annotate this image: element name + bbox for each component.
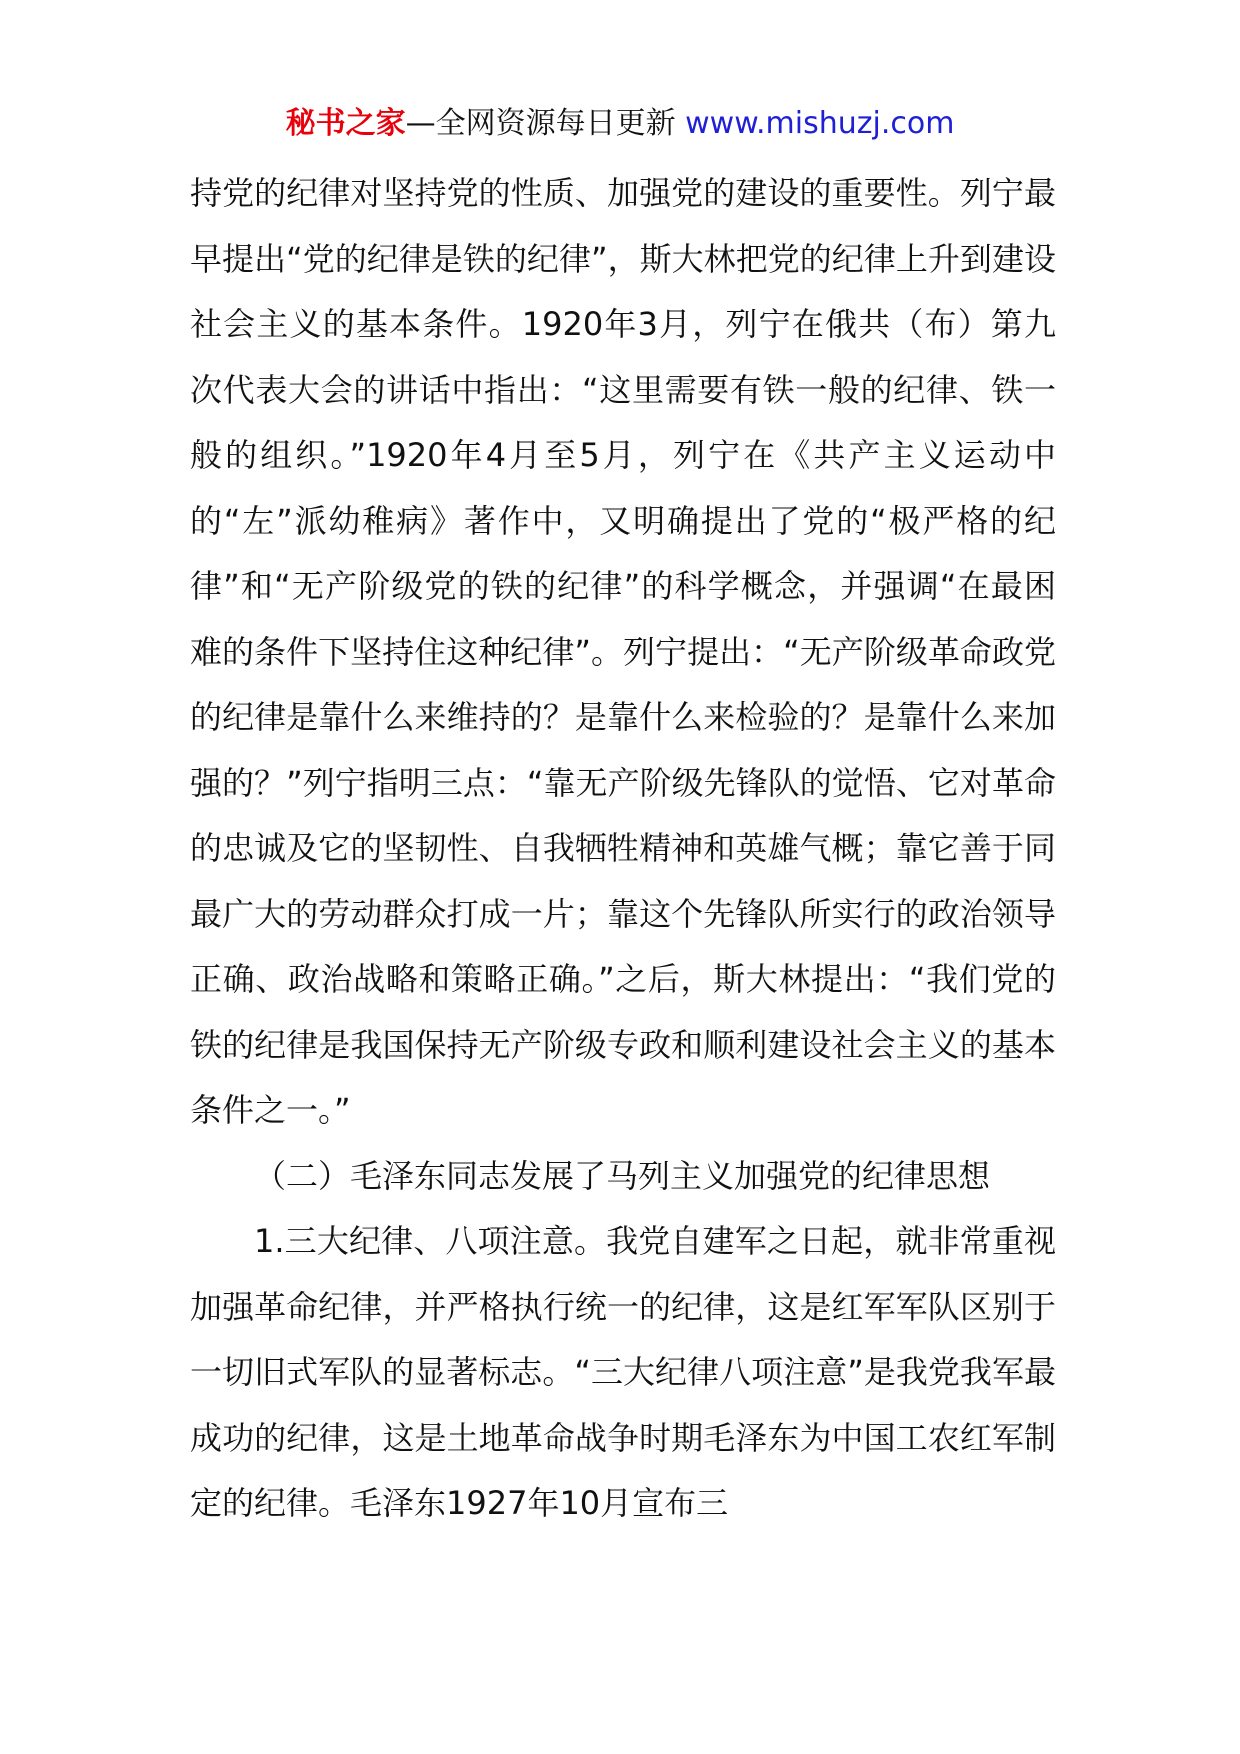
website-url[interactable]: www.mishuzj.com [685,106,955,141]
brand-name: 秘书之家 [285,106,406,141]
paragraph-three-disciplines: 1.三大纪律、八项注意。我党自建军之日起，就非常重视加强革命纪律，并严格执行统一的纪律，这是红军军队区别于一切旧式军队的显著标志。“三大纪律八项注意”是我党我军最成功的纪律，这是土地革命战争时期毛泽东为中国工农红军制定的纪律。毛泽东1927年10月宣布三 [190,1222,1056,1522]
page-header [0,98,1240,150]
section-heading: （二）毛泽东同志发展了马列主义加强党的纪律思想 [254,1156,991,1195]
paragraph-continuation: 持党的纪律对坚持党的性质、加强党的建设的重要性。列宁最早提出“党的纪律是铁的纪律”，斯大林把党的纪律上升到建设社会主义的基本条件。1920年3月，列宁在俄共（布）第九次代表大会的讲话中指出：“这里需要有铁一般的纪律、铁一般的组织。”1920年4月至5月，列宁在《共产主义运动中的“左”派幼稚病》著作中，又明确提出了党的“极严格的纪律”和“无产阶级党的铁的纪律”的科学概念，并强调“在最困难的条件下坚持住这种纪律”。列宁提出：“无产阶级革命政党的纪律是靠什么来维持的？是靠什么来检验的？是靠什么来加强的？”列宁指明三点：“靠无产阶级先锋队的觉悟、它对革命的忠诚及它的坚韧性、自我牺牲精神和英雄气概；靠它善于同最广大的劳动群众打成一片；靠这个先锋队所实行的政治领导正确、政治战略和策略正确。”之后，斯大林提出：“我们党的铁的纪律是我国保持无产阶级专政和顺利建设社会主义的基本条件之一。” [190,174,1056,1129]
document-body [190,161,1056,1537]
header-slogan: —全网资源每日更新 [405,106,686,141]
